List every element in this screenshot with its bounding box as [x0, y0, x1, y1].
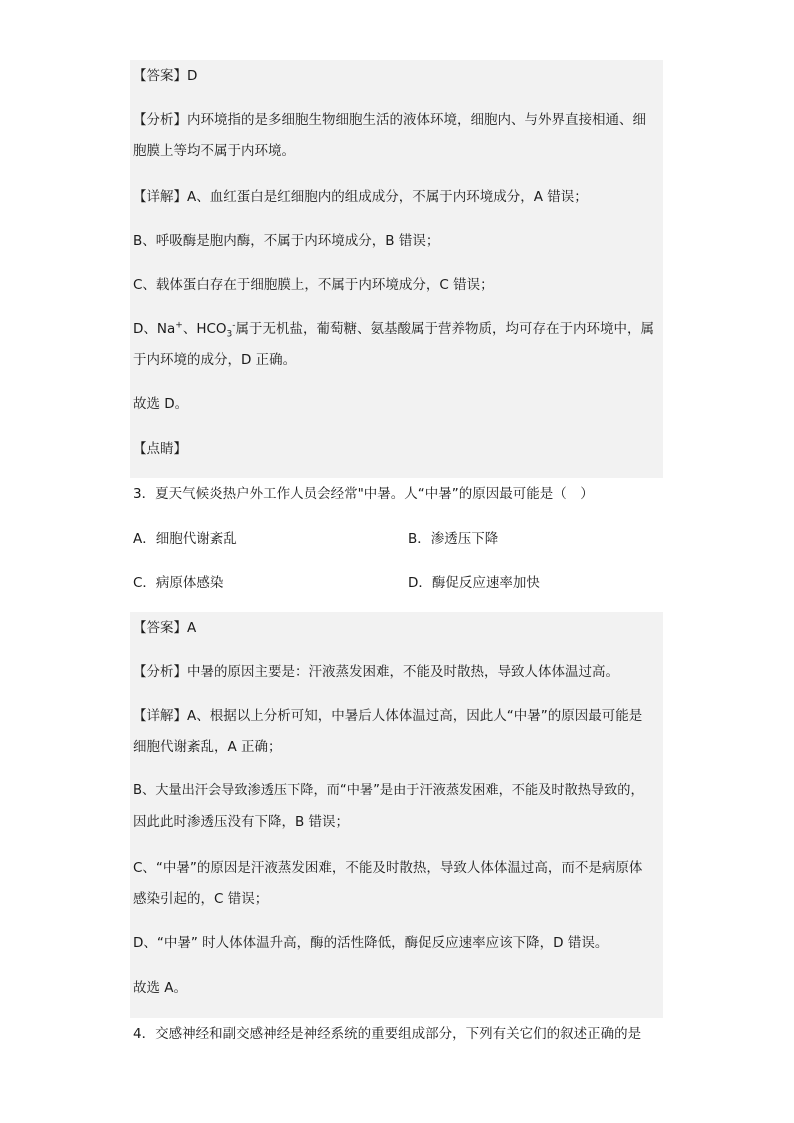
bicarbonate-charge: -	[232, 320, 236, 331]
analysis-line-2: 胞膜上等均不属于内环境。	[133, 143, 295, 159]
detail-line-c: C、载体蛋白存在于细胞膜上，不属于内环境成分，C 错误；	[133, 277, 494, 293]
detail-text: A、根据以上分析可知，中暑后人体体温过高，因此人“中暑”的原因最可能是	[187, 708, 643, 724]
detail-line-a	[133, 706, 642, 726]
detail-line-a-2: 细胞代谢紊乱，A 正确；	[133, 739, 282, 755]
analysis-text: 中暑的原因主要是：汗液蒸发困难，不能及时散热，导致人体体温过高。	[187, 664, 619, 680]
analysis-tag: 【分析】	[133, 664, 187, 680]
option-b: B．渗透压下降	[408, 531, 499, 547]
detail-line-c-2: 感染引起的，C 错误；	[133, 891, 269, 907]
detail-line-b-2: 因此此时渗透压没有下降，B 错误；	[133, 814, 350, 830]
analysis-tag: 【分析】	[133, 112, 187, 128]
answer-value: A	[187, 620, 197, 636]
answer-block-q3	[130, 612, 663, 1018]
detail-line-d	[133, 319, 654, 339]
detail-d-rest: 属于无机盐，葡萄糖、氨基酸属于营养物质，均可存在于内环境中，属	[235, 321, 655, 337]
sodium-charge: +	[175, 320, 183, 331]
detail-tag: 【详解】	[133, 189, 187, 205]
bicarbonate-subscript: 3	[226, 329, 233, 340]
analysis-text: 内环境指的是多细胞生物细胞生活的液体环境，细胞内、与外界直接相通、细	[187, 112, 646, 128]
question-4-stem: 4．交感神经和副交感神经是神经系统的重要组成部分，下列有关它们的叙述正确的是	[133, 1026, 642, 1042]
detail-d-mid: 、HCO	[182, 321, 227, 337]
option-d: D．酶促反应速率加快	[408, 575, 540, 591]
answer-tag: 【答案】	[133, 620, 187, 636]
option-c: C．病原体感染	[133, 575, 224, 591]
answer-tag: 【答案】	[133, 68, 187, 84]
detail-text: A、血红蛋白是红细胞内的组成成分，不属于内环境成分，A 错误；	[187, 189, 588, 205]
detail-line-b: B、呼吸酶是胞内酶，不属于内环境成分，B 错误；	[133, 233, 440, 249]
answer-line	[133, 618, 196, 638]
analysis-line	[133, 662, 619, 682]
conclusion: 故选 D。	[133, 396, 189, 412]
question-3-stem: 3．夏天气候炎热户外工作人员会经常"中暑。人“中暑”的原因最可能是（ ）	[133, 486, 594, 502]
detail-tag: 【详解】	[133, 708, 187, 724]
detail-line-d: D、“中暑” 时人体体温升高，酶的活性降低，酶促反应速率应该下降，D 错误。	[133, 935, 609, 951]
detail-d-prefix: D、Na	[133, 321, 176, 337]
detail-line-d-2: 于内环境的成分，D 正确。	[133, 352, 297, 368]
comment-tag: 【点睛】	[133, 441, 187, 457]
option-a: A．细胞代谢紊乱	[133, 531, 237, 547]
answer-line	[133, 66, 197, 86]
detail-line-a	[133, 187, 588, 207]
analysis-line	[133, 110, 646, 130]
answer-value: D	[187, 68, 198, 84]
detail-line-b: B、大量出汗会导致渗透压下降，而“中暑”是由于汗液蒸发困难，不能及时散热导致的，	[133, 783, 644, 798]
conclusion: 故选 A。	[133, 980, 188, 996]
answer-block-q2	[130, 60, 663, 478]
detail-line-c: C、“中暑”的原因是汗液蒸发困难，不能及时散热，导致人体体温过高，而不是病原体	[133, 860, 643, 876]
